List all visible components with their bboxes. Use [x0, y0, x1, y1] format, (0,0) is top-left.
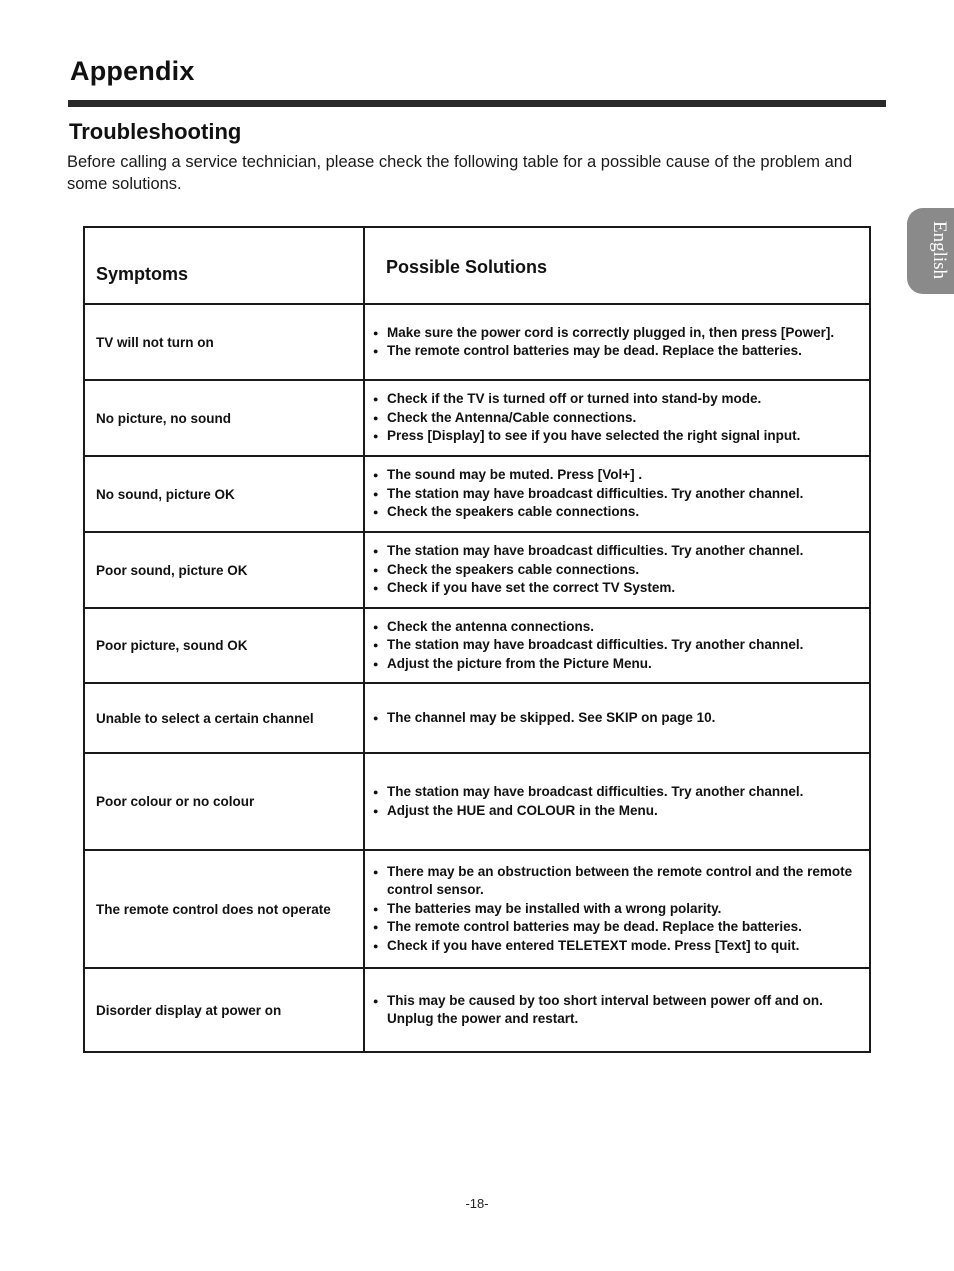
solution-item: ● Check the speakers cable connections. — [373, 561, 869, 580]
solutions-cell — [364, 968, 870, 1052]
symptom-cell: TV will not turn on — [84, 304, 364, 380]
table-row — [84, 850, 870, 968]
solution-item: ● Press [Display] to see if you have selected the right signal input. — [373, 427, 869, 446]
solution-item: ● This may be caused by too short interval between power off and on. Unplug the power and restart. — [373, 992, 869, 1029]
solutions-list — [373, 390, 869, 446]
solutions-cell — [364, 380, 870, 456]
solution-item: ● The remote control batteries may be dead. Replace the batteries. — [373, 342, 869, 361]
language-tab — [907, 208, 954, 294]
header-solutions: Possible Solutions — [364, 227, 870, 304]
solution-item: ● The batteries may be installed with a wrong polarity. — [373, 900, 869, 919]
solutions-list — [373, 863, 869, 956]
table-row — [84, 683, 870, 753]
table-row — [84, 608, 870, 683]
table-row — [84, 456, 870, 532]
table-row — [84, 968, 870, 1052]
solution-item: ● Check the speakers cable connections. — [373, 503, 869, 522]
symptom-cell: No sound, picture OK — [84, 456, 364, 532]
solutions-cell — [364, 532, 870, 608]
solution-item: ● The remote control batteries may be dead. Replace the batteries. — [373, 918, 869, 937]
symptom-cell: The remote control does not operate — [84, 850, 364, 968]
solution-item: ● Adjust the HUE and COLOUR in the Menu. — [373, 802, 869, 821]
solutions-list — [373, 542, 869, 598]
table-row — [84, 304, 870, 380]
table-row — [84, 380, 870, 456]
symptom-cell: Disorder display at power on — [84, 968, 364, 1052]
section-title: Troubleshooting — [69, 119, 242, 144]
symptom-cell: Poor picture, sound OK — [84, 608, 364, 683]
solution-item: ● The station may have broadcast difficulties. Try another channel. — [373, 542, 869, 561]
solutions-list — [373, 466, 869, 522]
symptom-cell: Poor sound, picture OK — [84, 532, 364, 608]
troubleshooting-table — [83, 226, 871, 1053]
solutions-list — [373, 709, 869, 728]
solution-item: ● Check if the TV is turned off or turned into stand-by mode. — [373, 390, 869, 409]
page-number: -18- — [465, 1196, 489, 1211]
solutions-cell — [364, 850, 870, 968]
solutions-cell — [364, 683, 870, 753]
table-row — [84, 532, 870, 608]
solutions-list — [373, 992, 869, 1029]
table-row — [84, 753, 870, 850]
solutions-list — [373, 324, 869, 361]
solution-item: ● Check if you have entered TELETEXT mode. Press [Text] to quit. — [373, 937, 869, 956]
solution-item: ● Check the Antenna/Cable connections. — [373, 409, 869, 428]
intro-paragraph: Before calling a service technician, please check the following table for a possible cause of the problem and some solutions. — [67, 153, 853, 193]
solution-item: ● Adjust the picture from the Picture Menu. — [373, 655, 869, 674]
solutions-cell — [364, 304, 870, 380]
symptom-cell: Unable to select a certain channel — [84, 683, 364, 753]
solution-item: ● Make sure the power cord is correctly plugged in, then press [Power]. — [373, 324, 869, 343]
solution-item: ● The sound may be muted. Press [Vol+] . — [373, 466, 869, 485]
solution-item: ● The station may have broadcast difficulties. Try another channel. — [373, 783, 869, 802]
solution-item: ● The channel may be skipped. See SKIP on page 10. — [373, 709, 869, 728]
solution-item: ● There may be an obstruction between the remote control and the remote control sensor. — [373, 863, 869, 900]
page-title: Appendix — [70, 56, 195, 86]
title-divider — [68, 100, 886, 107]
solution-item: ● Check if you have set the correct TV System. — [373, 579, 869, 598]
solution-item: ● The station may have broadcast difficulties. Try another channel. — [373, 485, 869, 504]
solution-item: ● Check the antenna connections. — [373, 618, 869, 637]
table-body — [84, 304, 870, 1052]
symptom-cell: No picture, no sound — [84, 380, 364, 456]
language-tab-label: English — [929, 221, 950, 280]
solution-item: ● The station may have broadcast difficulties. Try another channel. — [373, 636, 869, 655]
header-symptoms: Symptoms — [84, 227, 364, 304]
solutions-list — [373, 618, 869, 674]
symptom-cell: Poor colour or no colour — [84, 753, 364, 850]
solutions-list — [373, 783, 869, 820]
solutions-cell — [364, 456, 870, 532]
table-header-row — [84, 227, 870, 304]
solutions-cell — [364, 608, 870, 683]
solutions-cell — [364, 753, 870, 850]
